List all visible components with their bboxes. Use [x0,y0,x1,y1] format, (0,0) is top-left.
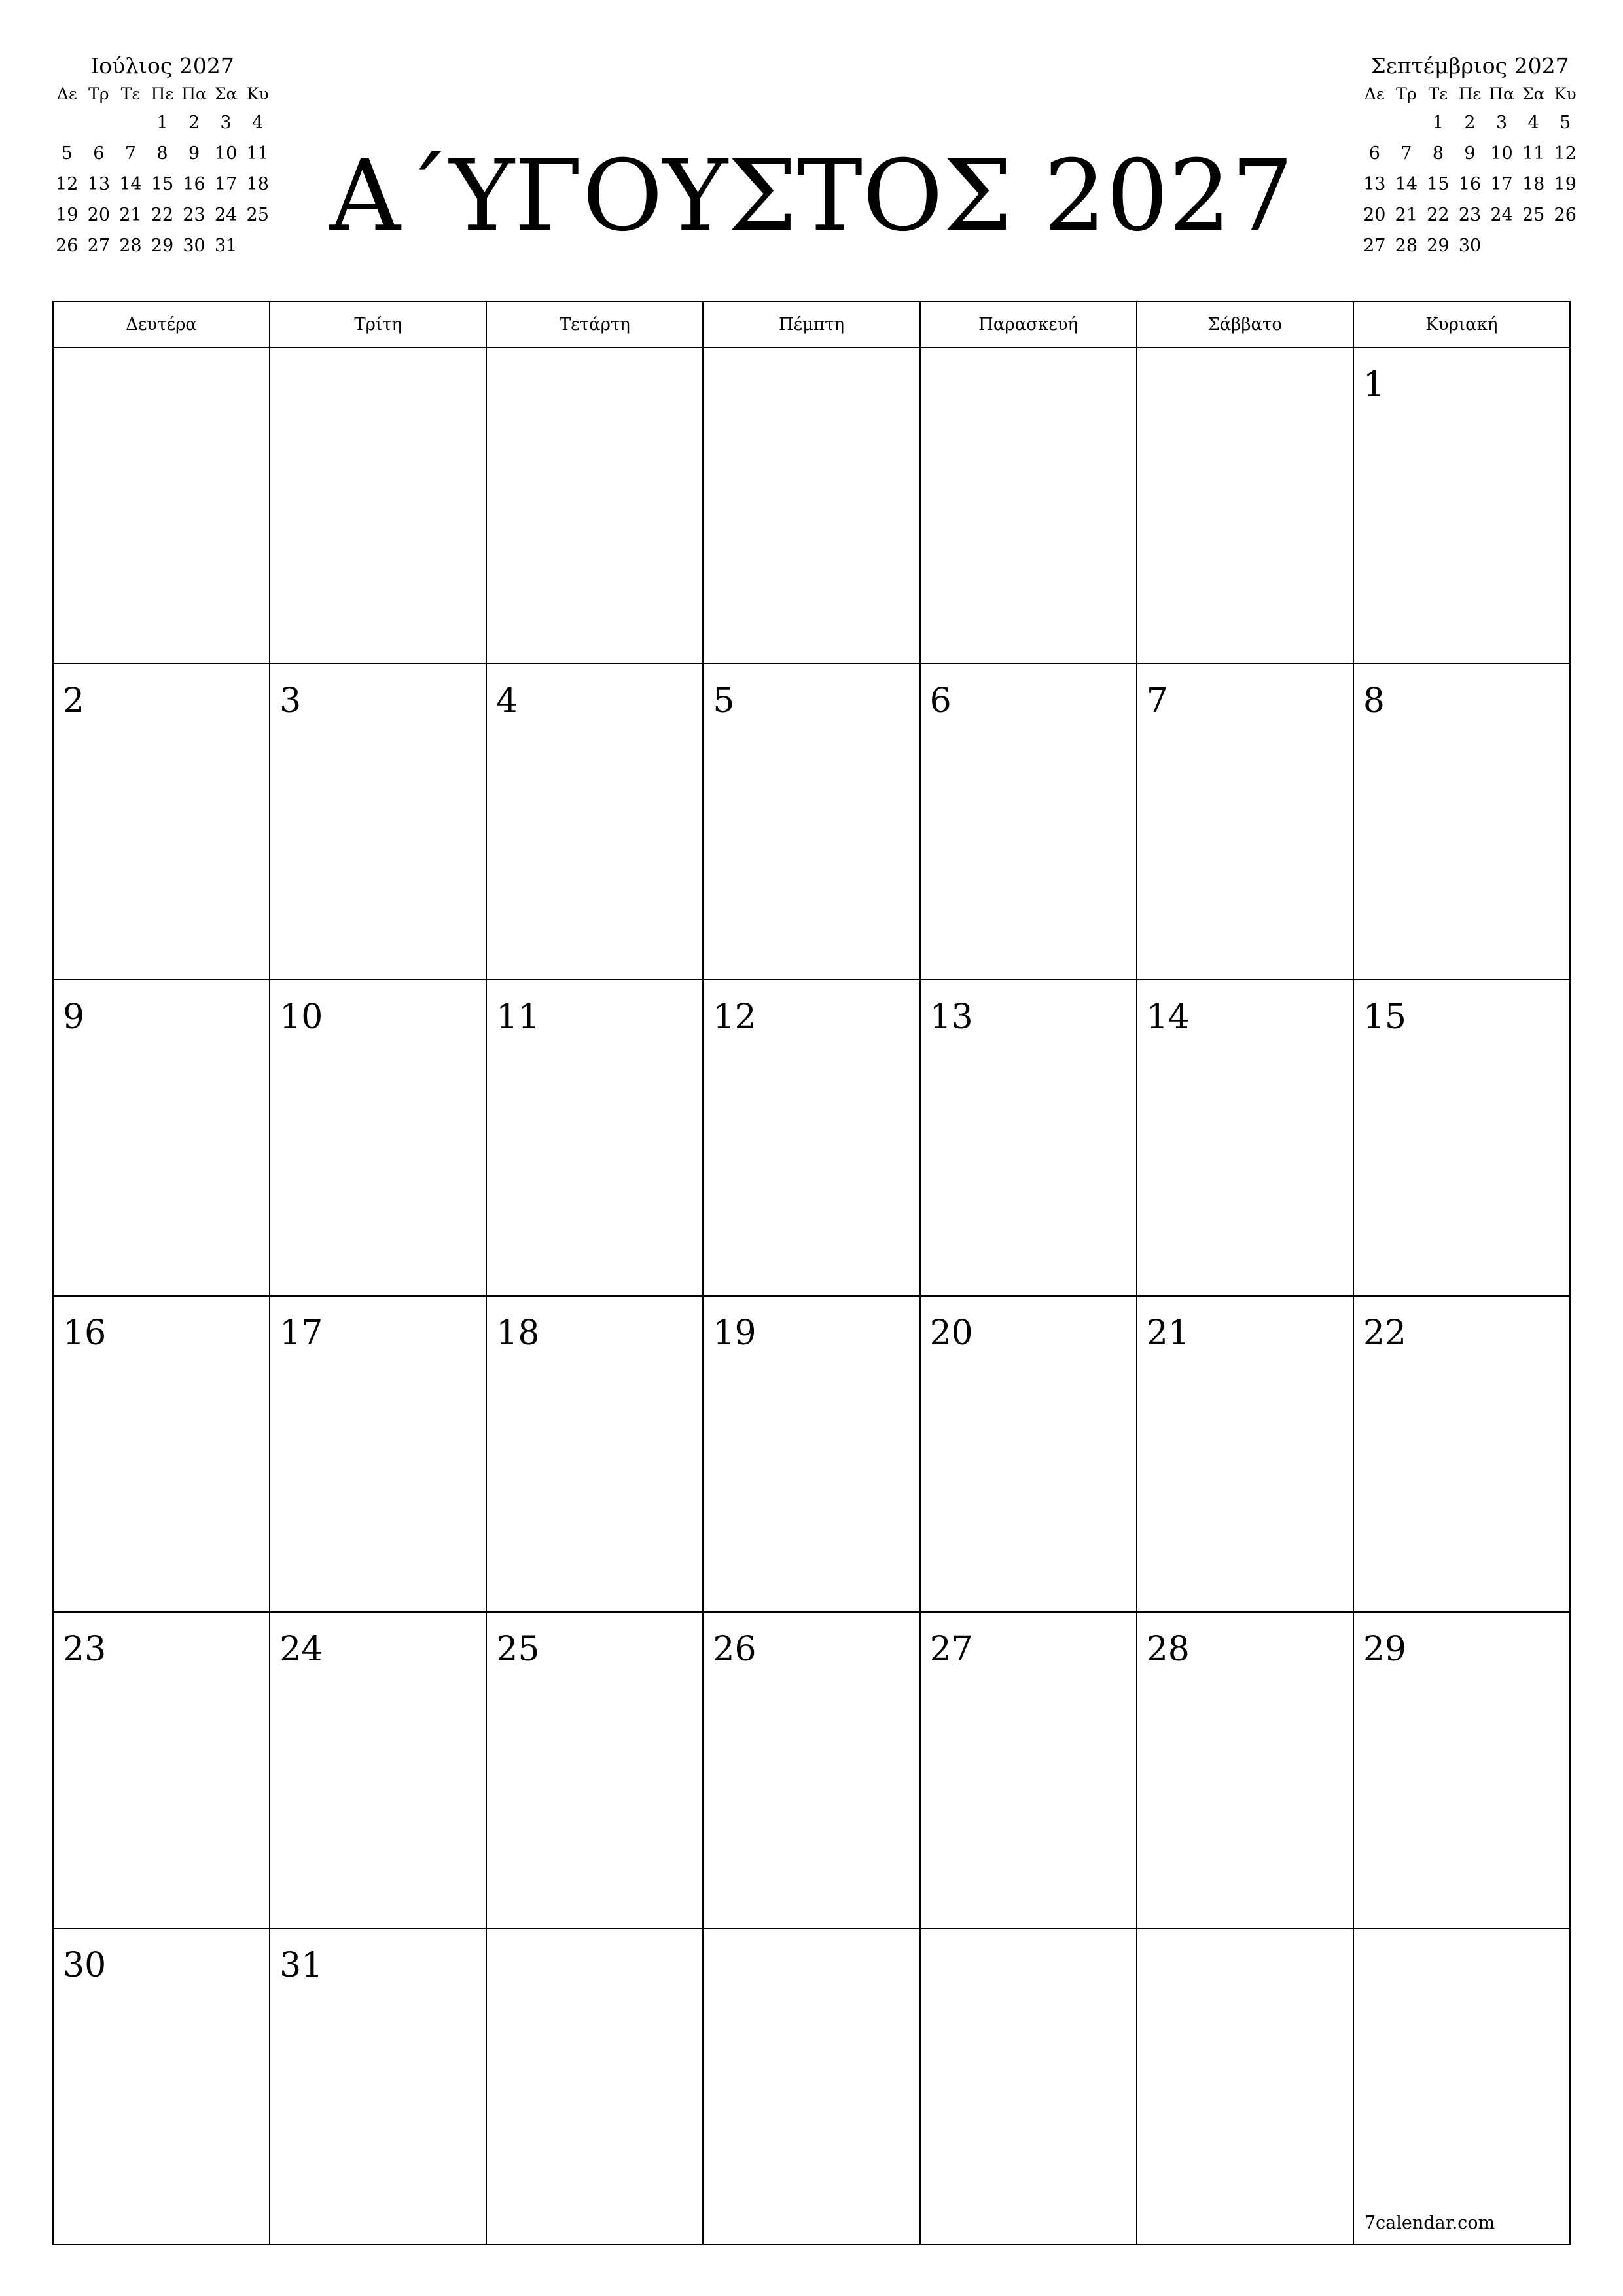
day-number: 2 [63,681,85,721]
day-number: 30 [63,1946,107,1985]
day-cell [487,1929,704,2245]
mini-day: 10 [1490,143,1513,164]
mini-day: 15 [1427,174,1450,194]
day-cell [704,1929,920,2245]
day-number: 6 [929,681,952,721]
day-number: 15 [1363,997,1407,1037]
day-cell [921,1613,1137,1929]
day-number: 27 [929,1630,973,1669]
mini-day: 23 [1458,205,1482,225]
mini-day: 5 [61,143,73,164]
day-number: 1 [1363,365,1385,404]
day-cell [704,348,920,664]
mini-day: 31 [214,236,238,256]
day-cell [487,980,704,1297]
mini-day: 9 [188,143,200,164]
mini-day: 25 [246,205,269,225]
day-number: 7 [1146,681,1168,721]
day-cell [921,348,1137,664]
weekday-header: Δευτέρα [54,302,270,348]
day-cell [270,1613,487,1929]
mini-weekday-header: Πα [181,84,207,103]
mini-day: 13 [87,174,111,194]
day-cell [921,664,1137,980]
mini-day: 17 [1490,174,1513,194]
mini-weekday-header: Τε [1428,84,1448,103]
day-cell [921,1297,1137,1613]
mini-weekday-header: Σα [1522,84,1545,103]
mini-weekday-header: Πε [151,84,174,103]
day-cell [270,980,487,1297]
mini-day: 1 [156,113,168,133]
mini-day [1518,230,1550,261]
day-cell [704,980,920,1297]
mini-day: 21 [1395,205,1418,225]
day-number: 25 [496,1630,540,1669]
mini-day [1359,107,1391,138]
mini-day [1549,230,1581,261]
day-number: 10 [279,997,323,1037]
day-cell [54,348,270,664]
mini-weekday-header: Δε [1364,84,1385,103]
day-number: 19 [713,1314,757,1353]
mini-day: 29 [1427,236,1450,256]
day-cell [704,664,920,980]
day-cell [1137,980,1354,1297]
mini-day: 24 [214,205,238,225]
day-cell [1137,664,1354,980]
mini-day: 7 [1400,143,1412,164]
day-cell [921,1929,1137,2245]
day-cell [270,1297,487,1613]
day-number: 29 [1363,1630,1407,1669]
mini-day: 3 [1495,113,1508,133]
day-cell [1354,1297,1571,1613]
day-number: 24 [279,1630,323,1669]
weekday-header: Σάββατο [1137,302,1354,348]
mini-day: 22 [151,205,174,225]
mini-day: 30 [1458,236,1482,256]
day-cell [1354,1613,1571,1929]
mini-day: 27 [1363,236,1386,256]
mini-day: 10 [214,143,238,164]
mini-day: 9 [1464,143,1476,164]
day-number: 5 [713,681,735,721]
day-number: 12 [713,997,757,1037]
mini-weekday-header: Κυ [246,84,269,103]
day-cell [487,348,704,664]
day-cell [1354,664,1571,980]
mini-day: 19 [56,205,79,225]
day-cell [1354,348,1571,664]
day-number: 9 [63,997,85,1037]
day-number: 22 [1363,1314,1407,1353]
day-number: 14 [1146,997,1190,1037]
day-cell [54,1297,270,1613]
mini-day: 16 [183,174,205,194]
mini-weekday-header: Τρ [88,84,109,103]
mini-day: 15 [151,174,174,194]
mini-day: 14 [119,174,142,194]
mini-weekday-header: Τε [120,84,141,103]
mini-day: 21 [119,205,142,225]
mini-day [1486,230,1518,261]
mini-day: 26 [1554,205,1577,225]
mini-day [51,107,83,138]
mini-day: 30 [183,236,205,256]
mini-day: 24 [1490,205,1513,225]
day-number: 28 [1146,1630,1190,1669]
weekday-header: Παρασκευή [921,302,1137,348]
mini-day: 4 [1527,113,1539,133]
day-number: 18 [496,1314,540,1353]
day-cell [1354,980,1571,1297]
day-cell [1137,348,1354,664]
mini-day [1391,107,1423,138]
day-number: 21 [1146,1314,1190,1353]
page-title: Α΄ΥΓΟΥΣΤΟΣ 2027 [329,139,1294,253]
day-number: 20 [929,1314,973,1353]
day-cell [487,1297,704,1613]
day-cell [270,664,487,980]
mini-day: 22 [1427,205,1450,225]
mini-day: 12 [56,174,79,194]
mini-day: 20 [87,205,111,225]
day-number: 26 [713,1630,757,1669]
mini-day: 6 [93,143,105,164]
mini-day: 18 [1522,174,1545,194]
prev-month-title: Ιούλιος 2027 [90,53,234,79]
mini-weekday-header: Σα [214,84,238,103]
mini-day: 4 [252,113,264,133]
mini-day: 14 [1395,174,1418,194]
day-cell [1354,1929,1571,2245]
mini-day: 26 [56,236,79,256]
day-cell [270,1929,487,2245]
next-month-grid [1359,81,1581,261]
mini-day: 11 [1522,143,1545,164]
footer-credit: 7calendar.com [1364,2213,1495,2233]
day-number: 11 [496,997,540,1037]
month-calendar-grid [52,301,1571,2245]
day-cell [1137,1297,1354,1613]
day-number: 31 [279,1946,323,1985]
mini-day: 8 [156,143,168,164]
weekday-header: Πέμπτη [704,302,920,348]
mini-weekday-header: Πα [1489,84,1514,103]
day-cell [487,1613,704,1929]
day-cell [487,664,704,980]
mini-day: 28 [119,236,142,256]
mini-day: 5 [1560,113,1571,133]
weekday-header: Τετάρτη [487,302,704,348]
day-number: 17 [279,1314,323,1353]
mini-day [83,107,115,138]
mini-day: 18 [246,174,269,194]
day-number: 4 [496,681,518,721]
mini-day: 27 [87,236,111,256]
mini-day: 6 [1368,143,1380,164]
mini-day: 2 [188,113,200,133]
day-cell [54,664,270,980]
day-cell [54,980,270,1297]
day-number: 16 [63,1314,107,1353]
day-cell [54,1613,270,1929]
mini-day: 17 [214,174,238,194]
mini-day: 16 [1458,174,1482,194]
mini-day: 3 [220,113,232,133]
mini-day: 23 [183,205,205,225]
day-number: 23 [63,1630,107,1669]
mini-day: 20 [1363,205,1386,225]
weekday-header: Τρίτη [270,302,487,348]
day-number: 13 [929,997,973,1037]
day-number: 3 [279,681,302,721]
mini-weekday-header: Κυ [1554,84,1577,103]
mini-day: 19 [1554,174,1577,194]
mini-day: 25 [1522,205,1545,225]
day-cell [54,1929,270,2245]
mini-day: 1 [1432,113,1444,133]
day-cell [270,348,487,664]
weekday-header: Κυριακή [1354,302,1571,348]
mini-day: 8 [1432,143,1444,164]
mini-weekday-header: Τρ [1396,84,1417,103]
day-cell [704,1613,920,1929]
mini-day: 11 [246,143,269,164]
day-number: 8 [1363,681,1385,721]
mini-day: 2 [1464,113,1476,133]
mini-weekday-header: Δε [56,84,77,103]
mini-weekday-header: Πε [1458,84,1482,103]
day-cell [1137,1929,1354,2245]
mini-day: 7 [124,143,137,164]
day-cell [1137,1613,1354,1929]
mini-day [115,107,147,138]
next-month-title: Σεπτέμβριος 2027 [1370,53,1569,79]
next-month-mini-calendar [1359,51,1581,261]
day-cell [704,1297,920,1613]
mini-day: 13 [1363,174,1386,194]
day-cell [921,980,1137,1297]
mini-day: 12 [1554,143,1577,164]
mini-day: 29 [151,236,174,256]
mini-day: 28 [1395,236,1418,256]
